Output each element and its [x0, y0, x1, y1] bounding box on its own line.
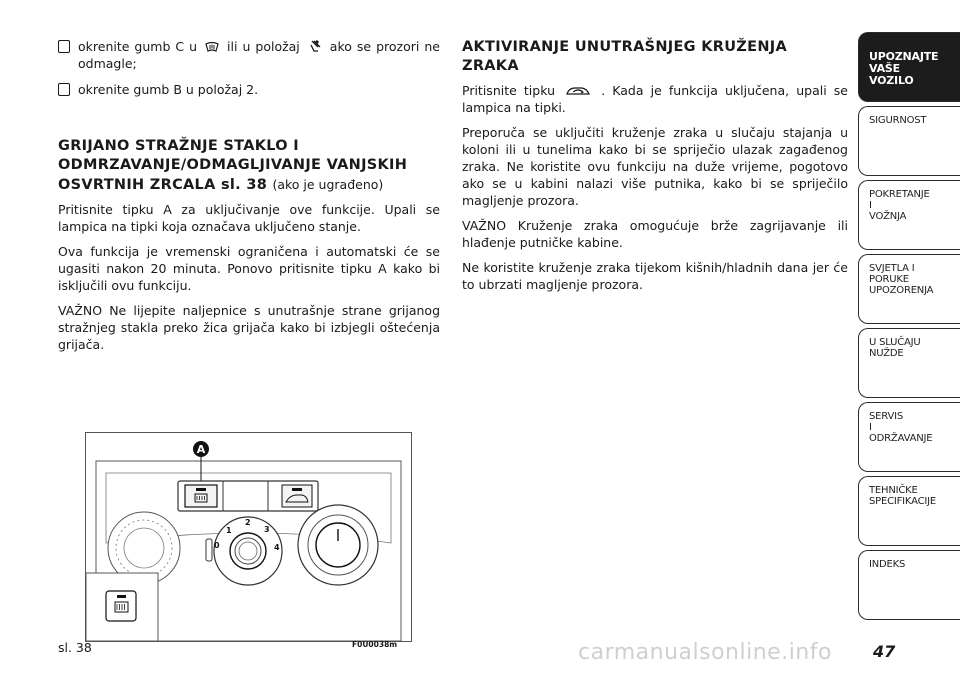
left-column	[58, 38, 440, 361]
paragraph: VAŽNO Kruženje zraka omogućuje brže zagrijavanje ili hlađenje putničke kabine.	[462, 218, 848, 250]
air-distribution-dial[interactable]	[298, 505, 378, 585]
right-column	[462, 38, 848, 301]
dial-number: 0	[214, 541, 220, 550]
bullet-item: okrenite gumb B u položaj 2.	[58, 81, 440, 98]
seat-airflow-icon	[308, 39, 322, 53]
tab-indeks[interactable]: INDEKS	[858, 550, 960, 620]
section-heading-recirculation: AKTIVIRANJE UNUTRAŠNJEG KRUŽENJA ZRAKA	[462, 39, 787, 74]
climate-panel-illustration	[86, 433, 411, 641]
dial-number: 1	[226, 526, 232, 535]
dial-number: 3	[264, 525, 270, 534]
page-number: 47	[873, 642, 896, 661]
watermark: carmanualsonline.info	[578, 640, 832, 665]
checkbox-bullet-icon	[58, 40, 70, 53]
tab-nuzda[interactable]: U SLUČAJU NUŽDE	[858, 328, 960, 398]
chapter-tabs	[858, 32, 960, 624]
paragraph: VAŽNO Ne lijepite naljepnice s unutrašnje strane grijanog stražnjeg stakla preko žica grijača kako bi izbjegli oštećenja grijača.	[58, 303, 440, 352]
paragraph: Ne koristite kruženje zraka tijekom kišnih/hladnih dana jer će to ubrzati magljenje prozora.	[462, 260, 848, 292]
callout-label: A	[196, 443, 206, 456]
recirculation-car-icon	[565, 85, 591, 97]
paragraph: Pritisnite tipku A za uključivanje ove funkcije. Upali se lampica na tipki koja označava uključeno stanje.	[58, 202, 440, 234]
tab-specifikacije[interactable]: TEHNIČKE SPECIFIKACIJE	[858, 476, 960, 546]
tab-upoznajte[interactable]: UPOZNAJTE VAŠE VOZILO	[858, 32, 960, 102]
checkbox-bullet-icon	[58, 83, 70, 96]
windscreen-defrost-icon	[205, 41, 219, 53]
paragraph: Preporuča se uključiti kruženje zraka u slučaju stajanja u koloni ili u tunelima kako bi se spriječio ulazak zagađenog zraka. Ne koristite ovu funkciju na duže vrijeme, pogotovo ako se u kabini nalazi više putnika, kako bi se spriječilo magljenje prozora.	[462, 125, 848, 208]
figure-code: F0U0038m	[352, 640, 398, 649]
tab-svjetla[interactable]: SVJETLA I PORUKE UPOZORENJA	[858, 254, 960, 324]
tab-pokretanje[interactable]: POKRETANJE I VOŽNJA	[858, 180, 960, 250]
tab-servis[interactable]: SERVIS I ODRŽAVANJE	[858, 402, 960, 472]
paragraph: Pritisnite tipku . Kada je funkcija uključena, upali se lampica na tipki.	[462, 83, 848, 115]
dial-number: 4	[274, 543, 280, 552]
bullet-item: okrenite gumb C u ili u položaj ako se prozori ne odmagle;	[58, 38, 440, 72]
paragraph: Ova funkcija je vremenski ograničena i automatski će se ugasiti nakon 20 minuta. Ponovo pritisnite tipku A kako bi isključili ovu funkciju.	[58, 244, 440, 293]
section-heading-rear-window: GRIJANO STRAŽNJE STAKLO I ODMRZAVANJE/ODMAGLJIVANJE VANJSKIH OSVRTNIH ZRCALA sl. 38 (ako je ugrađeno)	[58, 138, 408, 193]
climate-panel-figure	[85, 432, 412, 642]
figure-caption: sl. 38	[58, 640, 92, 655]
dial-number: 2	[245, 518, 251, 527]
tab-sigurnost[interactable]: SIGURNOST	[858, 106, 960, 176]
